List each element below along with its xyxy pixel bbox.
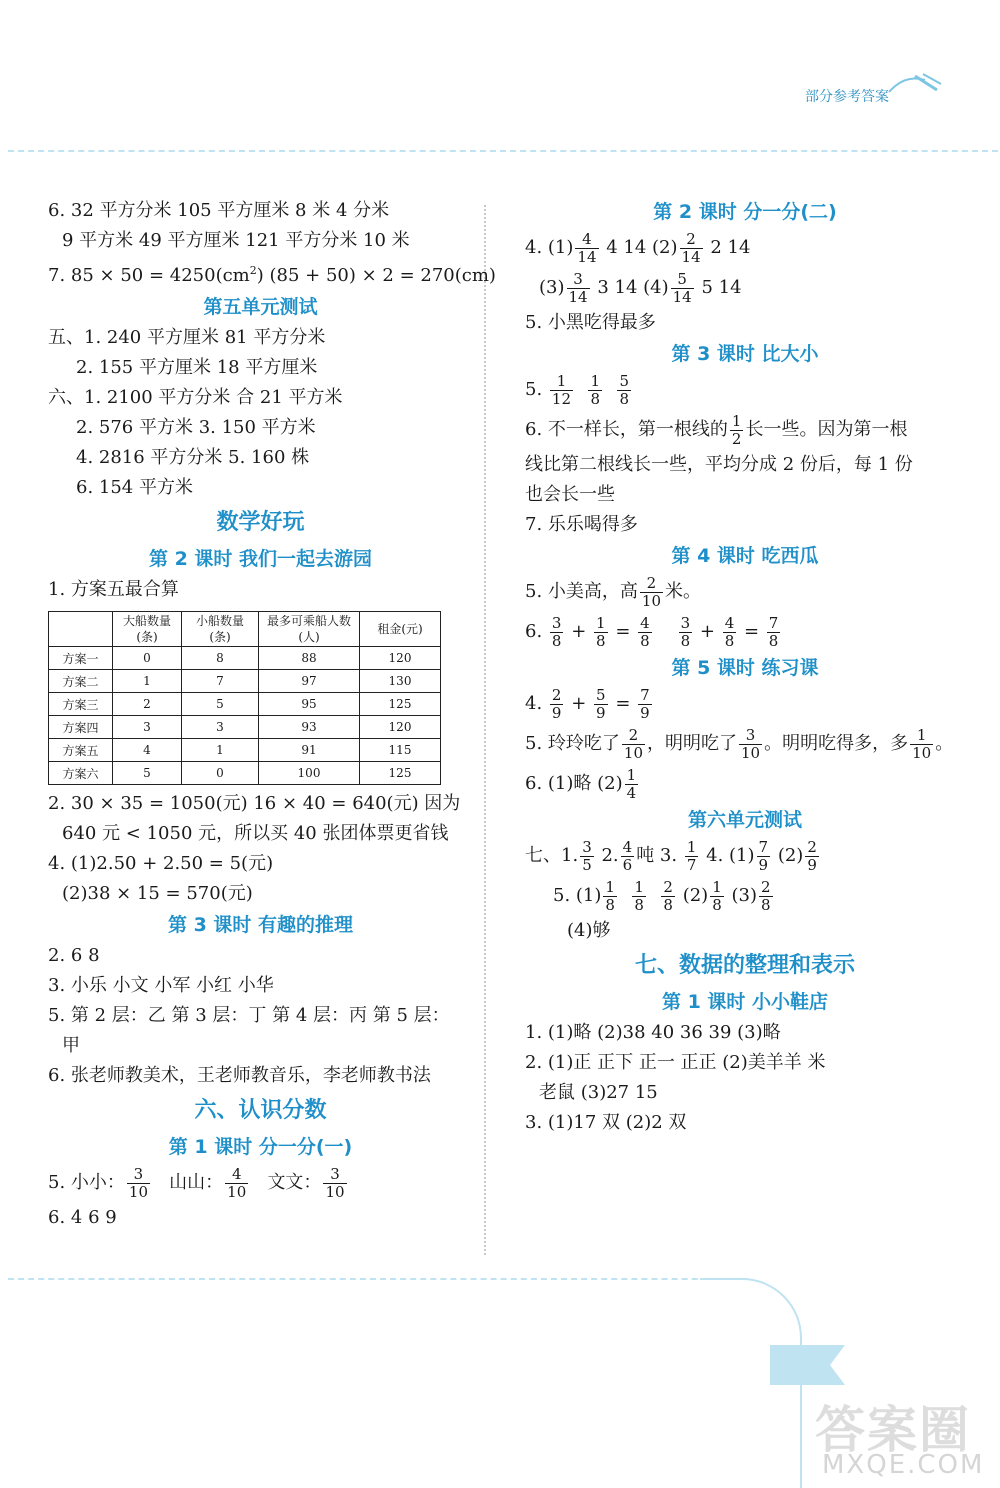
answer-text: 七、1. (525, 845, 579, 866)
fraction (638, 687, 652, 722)
answer-line: 5. 第 2 层：乙 第 3 层：丁 第 4 层：丙 第 5 层： (48, 1005, 450, 1026)
answer-line (525, 764, 965, 804)
fraction (617, 373, 631, 408)
denominator: 14 (681, 247, 701, 266)
numerator: 5 (671, 271, 694, 289)
denominator: 8 (712, 895, 722, 914)
answer-text: 5. 小小： (48, 1172, 125, 1193)
fraction (550, 373, 573, 408)
table-cell: 方案五 (49, 739, 113, 762)
answer-line: 五、1. 240 平方厘米 81 平方分米 (48, 327, 326, 348)
fraction (621, 839, 635, 874)
operator: = (743, 621, 760, 642)
operator: + (571, 621, 587, 642)
unit-heading: 七、数据的整理和表示 (634, 953, 855, 978)
answer-text: 4. (1) (706, 845, 755, 866)
answer-text: 吨 3. (636, 845, 678, 866)
fraction (625, 767, 639, 802)
fraction (679, 615, 693, 650)
unit-heading: 六、认识分数 (194, 1098, 327, 1123)
answer-text: ) (85 + 50) × 2 = 270(cm) (256, 265, 496, 286)
lesson-heading: 第 3 课时 有趣的推理 (167, 914, 354, 936)
fraction (594, 687, 608, 722)
header-decoration-icon (885, 70, 945, 100)
table-row (49, 739, 441, 762)
answer-line: 4. 2816 平方分米 5. 160 株 (76, 447, 310, 468)
answer-line (525, 228, 965, 268)
table-header-row (49, 612, 441, 647)
answer-line: 3. 小乐 小文 小军 小红 小华 (48, 975, 274, 996)
answer-text: (2) (777, 845, 804, 866)
answer-line: 也会长一些 (525, 484, 615, 505)
fraction (730, 413, 744, 448)
table-header-cell (49, 612, 113, 647)
denominator: 8 (663, 895, 673, 914)
numerator: 1 (731, 411, 742, 430)
table-cell: 4 (113, 739, 182, 762)
fraction (805, 839, 819, 874)
numerator: 5 (619, 371, 630, 390)
right-column (525, 196, 965, 1138)
numerator: 1 (686, 837, 697, 856)
answer-text: 4. (525, 693, 543, 714)
answer-line: 2. 155 平方厘米 18 平方厘米 (76, 357, 318, 378)
answer-line: (4)够 (567, 920, 611, 941)
fraction (127, 1166, 150, 1201)
denominator: 10 (741, 743, 761, 762)
table-cell: 95 (259, 693, 360, 716)
section-heading: 第六单元测试 (687, 809, 802, 831)
answer-line (525, 876, 965, 916)
answer-text: 6. (1)略 (2) (525, 773, 623, 794)
lesson-heading: 第 5 课时 练习课 (671, 657, 819, 679)
answer-line (525, 268, 965, 308)
table-cell: 1 (182, 739, 259, 762)
denominator: 10 (128, 1182, 148, 1201)
fraction (622, 727, 645, 762)
fraction (575, 231, 598, 266)
answer-text: (3) (539, 277, 565, 298)
unit-heading: 数学好玩 (216, 510, 305, 535)
answer-text: 6. (525, 621, 543, 642)
answer-line (48, 1163, 473, 1203)
denominator: 14 (568, 287, 588, 306)
table-cell: 97 (259, 670, 360, 693)
denominator: 8 (619, 389, 630, 408)
fraction (580, 839, 594, 874)
answer-line: 3. (1)17 双 (2)2 双 (525, 1112, 687, 1133)
answer-line: (2)38 × 15 = 570(元) (62, 883, 253, 904)
section-heading: 第五单元测试 (203, 296, 318, 318)
fraction (685, 839, 699, 874)
table-cell: 方案一 (49, 647, 113, 670)
table-row (49, 716, 441, 739)
answer-text: 长一些。因为第一根 (745, 419, 908, 440)
denominator: 8 (596, 631, 606, 650)
denominator: 8 (680, 631, 691, 650)
numerator: 7 (768, 613, 779, 632)
numerator: 7 (758, 837, 769, 856)
denominator: 5 (582, 855, 592, 874)
numerator: 3 (551, 613, 562, 632)
numerator: 2 (807, 837, 817, 856)
lesson-heading: 第 2 课时 我们一起去游园 (148, 548, 373, 570)
lesson-heading: 第 3 课时 比大小 (671, 343, 819, 365)
table-cell: 100 (259, 762, 360, 785)
answer-text: 5. 玲玲吃了 (525, 733, 620, 754)
numerator: 1 (910, 727, 933, 745)
answer-text: 米。 (665, 581, 701, 602)
numerator: 2 (680, 231, 703, 249)
numerator: 3 (567, 271, 590, 289)
numerator: 4 (640, 613, 650, 632)
numerator: 4 (724, 613, 735, 632)
table-cell: 方案四 (49, 716, 113, 739)
lesson-heading: 第 2 课时 分一分(二) (653, 201, 837, 223)
table-cell: 方案三 (49, 693, 113, 716)
operator: = (615, 621, 631, 642)
fraction (632, 879, 646, 914)
answer-line: 6. 张老师教美术，王老师教音乐，李老师教书法 (48, 1065, 431, 1086)
table-cell: 方案二 (49, 670, 113, 693)
table-row (49, 647, 441, 670)
table-header-cell: 租金(元) (360, 612, 441, 647)
header-tag: 部分参考答案 (805, 89, 889, 105)
fraction (661, 879, 675, 914)
numerator: 2 (640, 575, 663, 593)
answer-line: 2. 30 × 35 = 1050(元) 16 × 40 = 640(元) 因为 (48, 793, 461, 814)
operator: + (571, 693, 587, 714)
numerator: 1 (605, 877, 615, 896)
denominator: 8 (640, 631, 650, 650)
answer-line: 1. (1)略 (2)38 40 36 39 (3)略 (525, 1022, 781, 1043)
numerator: 3 (582, 837, 592, 856)
answer-text: 5. (525, 379, 543, 400)
fraction (588, 373, 602, 408)
answer-text: ，明明吃了 (647, 733, 737, 754)
answer-text: 5 14 (701, 277, 742, 298)
answer-text: 2 14 (710, 237, 751, 258)
table-cell: 3 (113, 716, 182, 739)
lesson-heading: 第 1 课时 小小鞋店 (661, 991, 829, 1013)
table-row (49, 693, 441, 716)
fraction (640, 575, 663, 610)
table-cell: 2 (113, 693, 182, 716)
denominator: 10 (325, 1182, 345, 1201)
answer-text: 6. 不一样长，第一根线的 (525, 419, 728, 440)
answer-line: 老鼠 (3)27 15 (539, 1082, 658, 1103)
answer-text: (3) (731, 885, 757, 906)
answer-text: 4 14 (2) (606, 237, 678, 258)
numerator: 1 (634, 877, 644, 896)
answer-line: 线比第二根线长一些，平均分成 2 份后，每 1 份 (525, 454, 913, 475)
numerator: 4 (225, 1166, 248, 1184)
answer-text: 5. (1) (553, 885, 602, 906)
answer-text: (2) (682, 885, 709, 906)
denominator: 9 (758, 855, 769, 874)
boat-plan-table (48, 611, 441, 785)
fraction (323, 1166, 346, 1201)
table-cell: 7 (182, 670, 259, 693)
table-cell: 0 (182, 762, 259, 785)
answer-line: 6. 154 平方米 (76, 477, 193, 498)
numerator: 3 (680, 613, 691, 632)
lesson-heading: 第 4 课时 吃西瓜 (671, 545, 819, 567)
numerator: 2 (551, 685, 562, 704)
numerator: 2 (622, 727, 645, 745)
denominator: 8 (590, 389, 601, 408)
answer-line (525, 410, 965, 450)
superscript: 2 (249, 264, 257, 277)
table-cell: 88 (259, 647, 360, 670)
table-row (49, 762, 441, 785)
fraction (710, 879, 724, 914)
watermark-logo: 答案圈 (815, 1401, 971, 1459)
fraction (567, 271, 590, 306)
answer-line: 6. 32 平方分米 105 平方厘米 8 米 4 分米 (48, 200, 390, 221)
top-dashed-rule (8, 150, 998, 152)
table-cell: 93 (259, 716, 360, 739)
table-cell: 120 (360, 647, 441, 670)
numerator: 1 (596, 613, 606, 632)
denominator: 8 (634, 895, 644, 914)
answer-line: 2. (1)正 正下 正一 正正 (2)美羊羊 米 (525, 1052, 826, 1073)
operator: = (615, 693, 631, 714)
answer-line (525, 370, 965, 410)
left-column (48, 196, 496, 1233)
fraction (910, 727, 933, 762)
table-cell: 0 (113, 647, 182, 670)
answer-text: 5. 小美高，高 (525, 581, 638, 602)
table-cell: 方案六 (49, 762, 113, 785)
fraction (550, 687, 564, 722)
denominator: 2 (731, 429, 742, 448)
denominator: 8 (551, 631, 562, 650)
numerator: 3 (323, 1166, 346, 1184)
answer-line: 甲 (62, 1035, 80, 1056)
denominator: 14 (672, 287, 692, 306)
answer-line (525, 572, 965, 612)
numerator: 2 (760, 877, 771, 896)
denominator: 6 (622, 855, 633, 874)
denominator: 8 (605, 895, 615, 914)
fraction (225, 1166, 248, 1201)
table-cell: 125 (360, 693, 441, 716)
denominator: 9 (640, 703, 650, 722)
denominator: 10 (623, 743, 643, 762)
fraction (671, 271, 694, 306)
numerator: 1 (550, 373, 573, 391)
table-header-cell: 最多可乘船人数(人) (259, 612, 360, 647)
numerator: 1 (626, 765, 637, 784)
numerator: 3 (127, 1166, 150, 1184)
numerator: 2 (663, 877, 673, 896)
denominator: 9 (807, 855, 817, 874)
table-cell: 91 (259, 739, 360, 762)
answer-text: 3 14 (4) (597, 277, 669, 298)
answer-text: 文文： (267, 1172, 322, 1193)
fraction (680, 231, 703, 266)
numerator: 7 (640, 685, 650, 704)
answer-text: 。 (935, 733, 954, 754)
table-cell: 8 (182, 647, 259, 670)
column-divider (484, 205, 486, 1255)
answer-line (48, 256, 496, 291)
fraction (759, 879, 773, 914)
fraction (603, 879, 617, 914)
denominator: 8 (724, 631, 735, 650)
answer-line (525, 684, 965, 724)
answer-line: 7. 乐乐喝得多 (525, 514, 638, 535)
numerator: 1 (590, 371, 601, 390)
table-cell: 1 (113, 670, 182, 693)
fraction (757, 839, 771, 874)
answer-line: 六、1. 2100 平方分米 合 21 平方米 (48, 387, 343, 408)
answer-line: 6. 4 6 9 (48, 1207, 117, 1228)
fraction (767, 615, 781, 650)
denominator: 8 (760, 895, 771, 914)
watermark-url: MXQE.COM (822, 1450, 985, 1480)
answer-line (525, 724, 965, 764)
bottom-dashed-rule (8, 1278, 748, 1280)
answer-text: 7. 85 × 50 = 4250(cm (48, 265, 250, 286)
denominator: 9 (596, 703, 606, 722)
fraction (723, 615, 737, 650)
table-row (49, 670, 441, 693)
answer-line (525, 836, 965, 876)
fraction (638, 615, 652, 650)
operator: + (699, 621, 715, 642)
table-cell: 5 (182, 693, 259, 716)
denominator: 10 (912, 743, 932, 762)
denominator: 14 (577, 247, 597, 266)
answer-text: 山山： (169, 1172, 224, 1193)
answer-text: 2. (601, 845, 619, 866)
denominator: 10 (227, 1182, 247, 1201)
numerator: 4 (575, 231, 598, 249)
fraction (550, 615, 564, 650)
answer-line: 640 元 < 1050 元，所以买 40 张团体票更省钱 (62, 823, 449, 844)
denominator: 9 (551, 703, 562, 722)
answer-line: 2. 576 平方米 3. 150 平方米 (76, 417, 316, 438)
page-number-tab (770, 1345, 845, 1385)
table-cell: 120 (360, 716, 441, 739)
answer-line: 4. (1)2.50 + 2.50 = 5(元) (48, 853, 274, 874)
numerator: 1 (712, 877, 722, 896)
table-cell: 115 (360, 739, 441, 762)
table-header-cell: 大船数量(条) (113, 612, 182, 647)
denominator: 7 (686, 855, 697, 874)
numerator: 5 (596, 685, 606, 704)
answer-line: 1. 方案五最合算 (48, 579, 179, 600)
table-header-cell: 小船数量(条) (182, 612, 259, 647)
answer-line: 9 平方米 49 平方厘米 121 平方分米 10 米 (62, 230, 410, 251)
table-cell: 5 (113, 762, 182, 785)
denominator: 12 (551, 389, 572, 408)
numerator: 3 (739, 727, 762, 745)
answer-line: 2. 6 8 (48, 945, 100, 966)
table-cell: 130 (360, 670, 441, 693)
denominator: 10 (641, 591, 661, 610)
fraction (739, 727, 762, 762)
table-cell: 3 (182, 716, 259, 739)
denominator: 8 (768, 631, 779, 650)
answer-text: 。明明吃得多，多 (764, 733, 909, 754)
denominator: 4 (626, 783, 637, 802)
numerator: 4 (622, 837, 633, 856)
lesson-heading: 第 1 课时 分一分(一) (168, 1136, 353, 1158)
table-cell: 125 (360, 762, 441, 785)
answer-line: 5. 小黑吃得最多 (525, 312, 656, 333)
fraction (594, 615, 608, 650)
answer-line (525, 612, 965, 652)
answer-text: 4. (1) (525, 237, 574, 258)
